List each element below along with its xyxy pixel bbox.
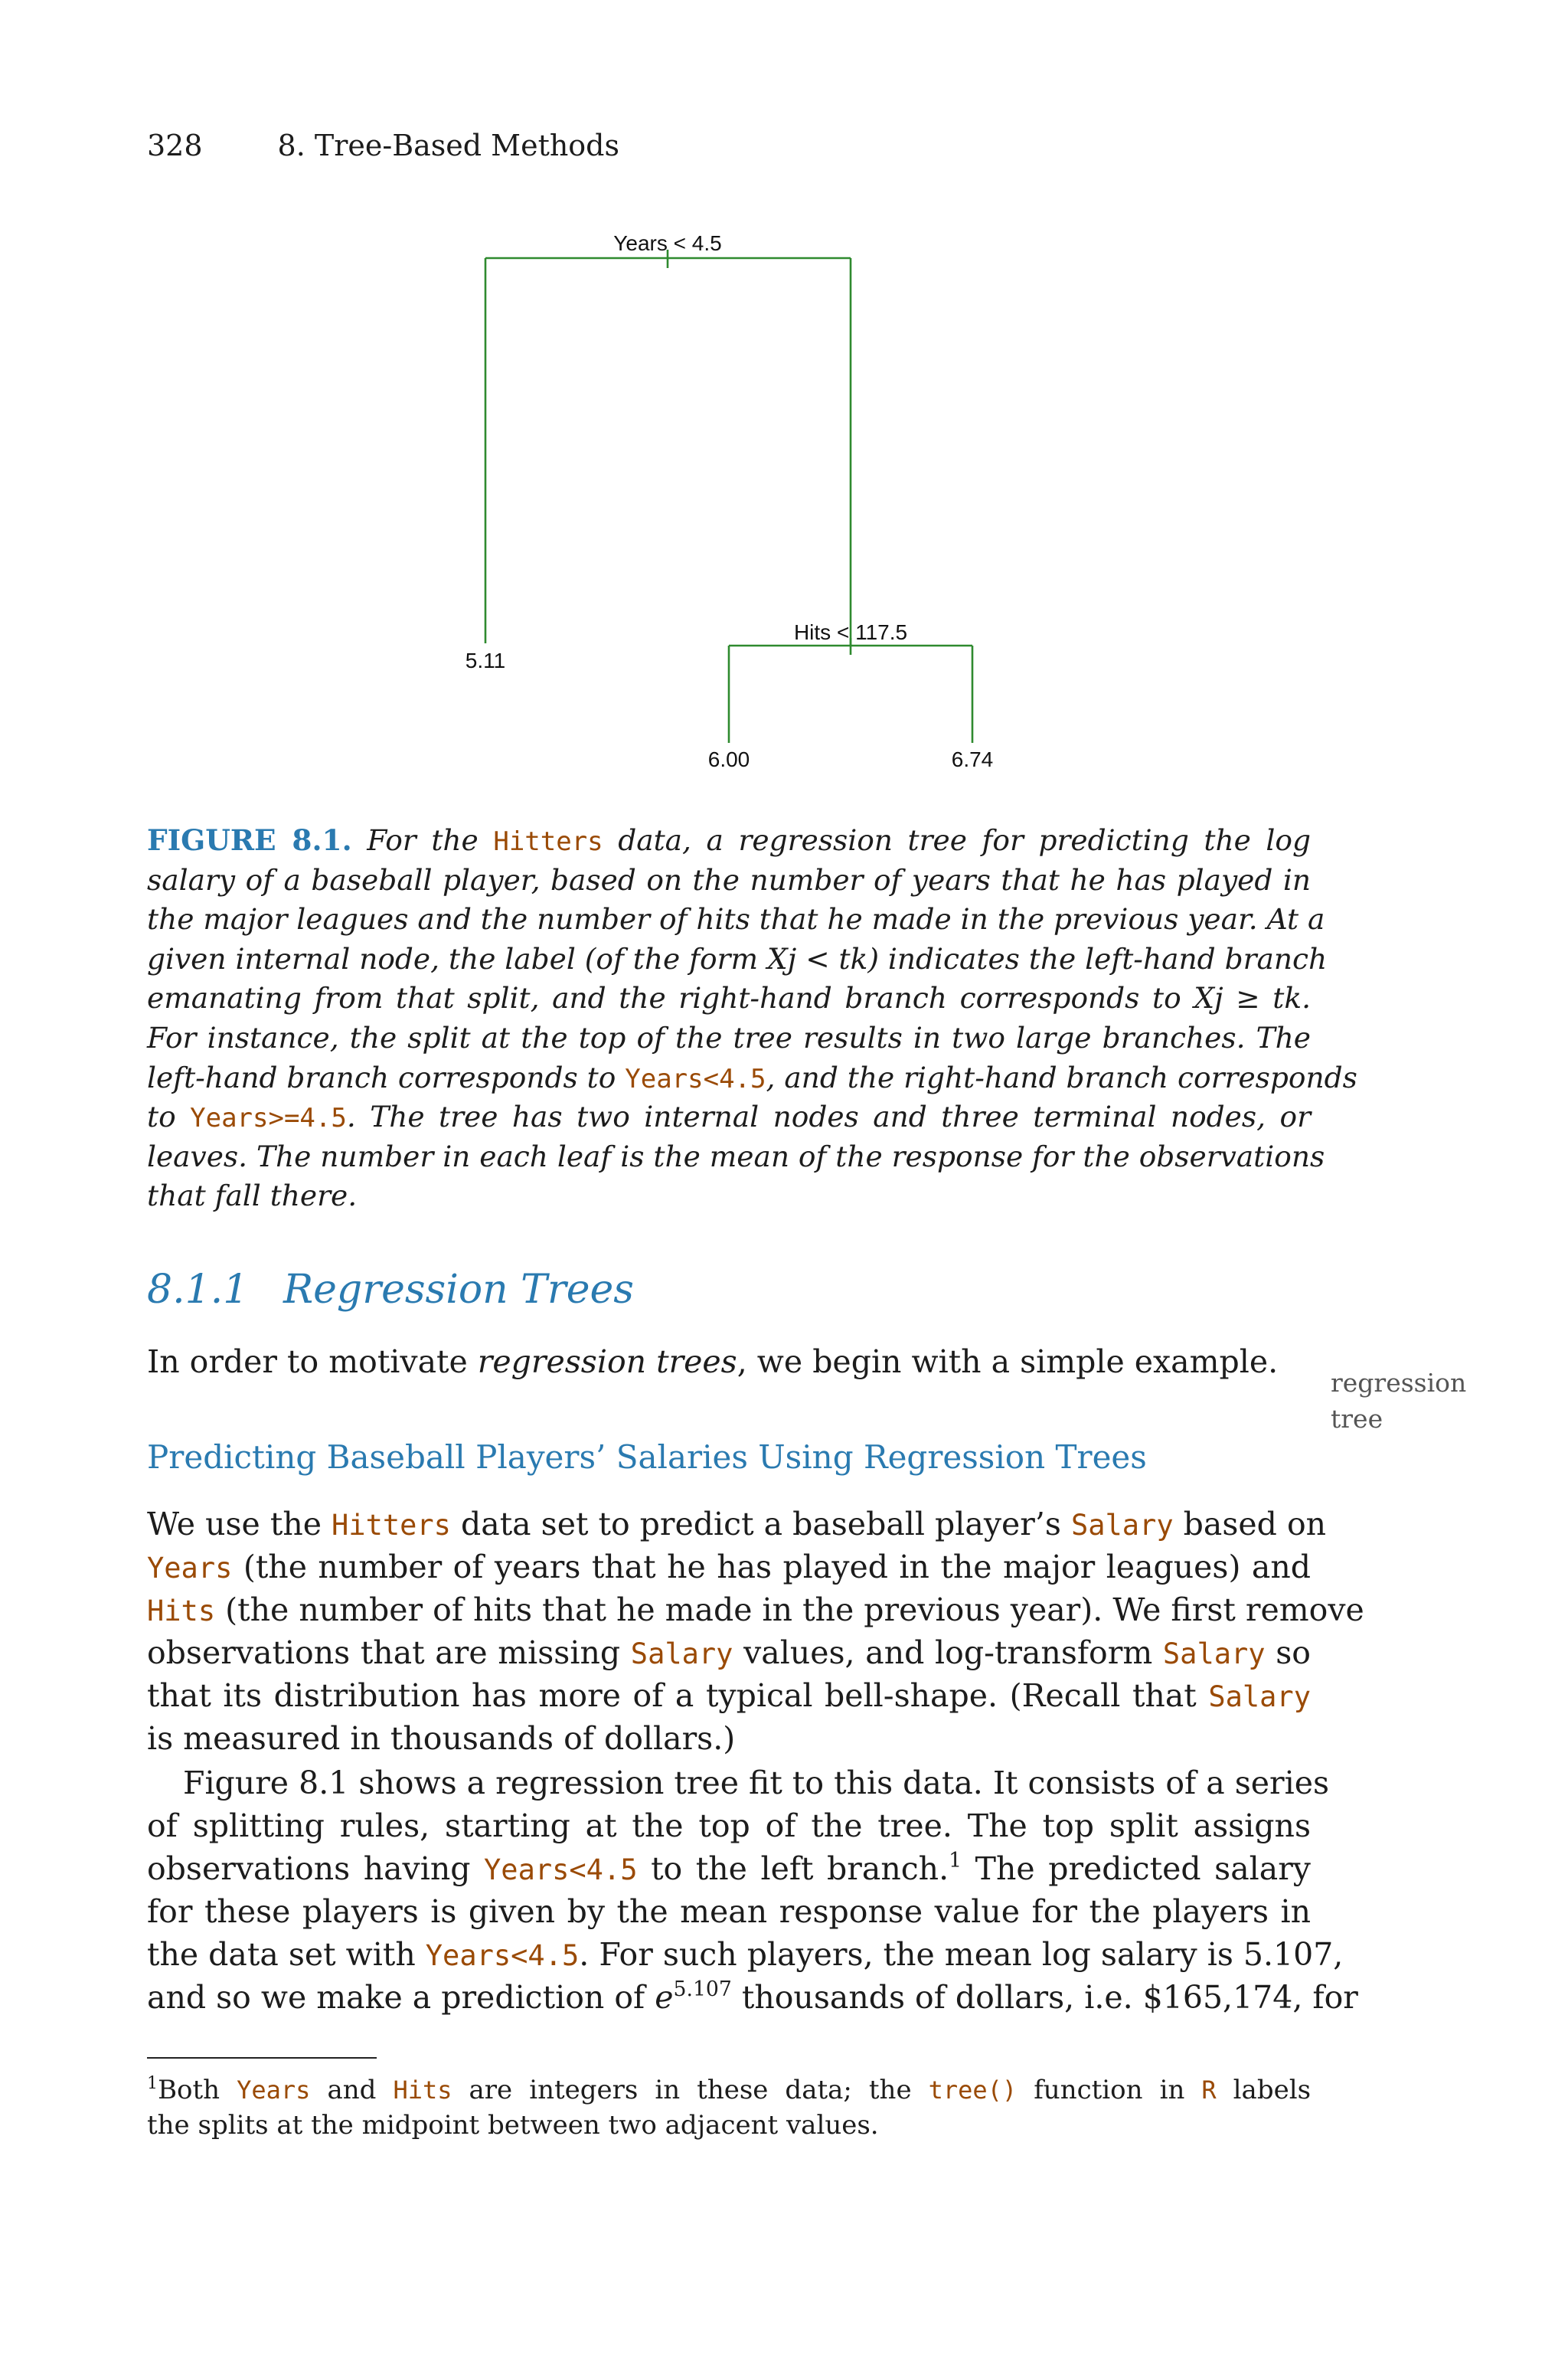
footnote: $^1$Both Years and Hits are integers in these data; the tree() function in R labels the splits at the midpoint between two adjacent values.: [147, 2072, 1312, 2141]
figure-caption: FIGURE 8.1. For the Hitters data, a regression tree for predicting the log salary of a baseball player, based on the number of years that he has played in the major leagues and the number of hits that he made in the previous year. At a given internal node, the label (of the form Xj < tk) indicates the left-hand branch emanating from that split, and the right-hand branch corresponds to Xj ≥ tk. For instance, the split at the top of the tree results in two large branches. The left-hand branch corresponds to Years<4.5, and the right-hand branch corresponds to Years>=4.5. The tree has two internal nodes and three terminal nodes, or leaves. The number in each leaf is the mean of the response for the observations that fall there.: [147, 823, 1357, 1213]
paragraph-2: Figure 8.1 shows a regression tree fit to this data. It consists of a series of splitting rules, starting at the top of the tree. The top split assigns observations having Years<4.5 to the left branch.$^1$ The predicted salary for these players is given by the mean response value for the players in the data set with Years<4.5. For such players, the mean log salary is 5.107, and so we make a prediction of $e^{5.107}$ thousands of dollars, i.e. $165,174, for: [147, 1765, 1358, 2016]
leaf-label-2: 6.00: [707, 747, 750, 771]
page-number: 328: [147, 129, 203, 162]
footnote-rule: [147, 2057, 377, 2059]
leaf-label-3: 6.74: [951, 747, 994, 771]
section-heading: [147, 1267, 634, 1313]
second-split-label: Hits < 117.5: [793, 620, 908, 644]
figure-label: FIGURE 8.1.: [147, 823, 352, 857]
subsection-heading: Predicting Baseball Players’ Salaries Using Regression Trees: [147, 1438, 1147, 1476]
section-number: 8.1.1: [147, 1267, 249, 1313]
root-split-label: Years < 4.5: [613, 231, 722, 255]
leaf-label-1: 5.11: [465, 649, 506, 672]
regression-tree-figure: [0, 0, 1568, 796]
chapter-title: 8. Tree-Based Methods: [277, 129, 620, 162]
math-xj-ge-tk: Xj ≥ tk.: [1194, 981, 1311, 1016]
math-xj-lt-tk: Xj < tk: [766, 941, 868, 976]
paragraph-1: We use the Hitters data set to predict a baseball player’s Salary based on Years (the number of years that he has played in the major leagues) and Hits (the number of hits that he made in the previous year). We first remove observations that are missing Salary values, and log-transform Salary so that its distribution has more of a typical bell-shape. (Recall that Salary is measured in thousands of dollars.): [147, 1506, 1364, 1757]
intro-paragraph: In order to motivate regression trees, we begin with a simple example.: [147, 1343, 1279, 1380]
footnote-mark: 1: [949, 1849, 962, 1873]
margin-note: regression tree: [1331, 1368, 1467, 1434]
section-title: Regression Trees: [283, 1267, 634, 1313]
